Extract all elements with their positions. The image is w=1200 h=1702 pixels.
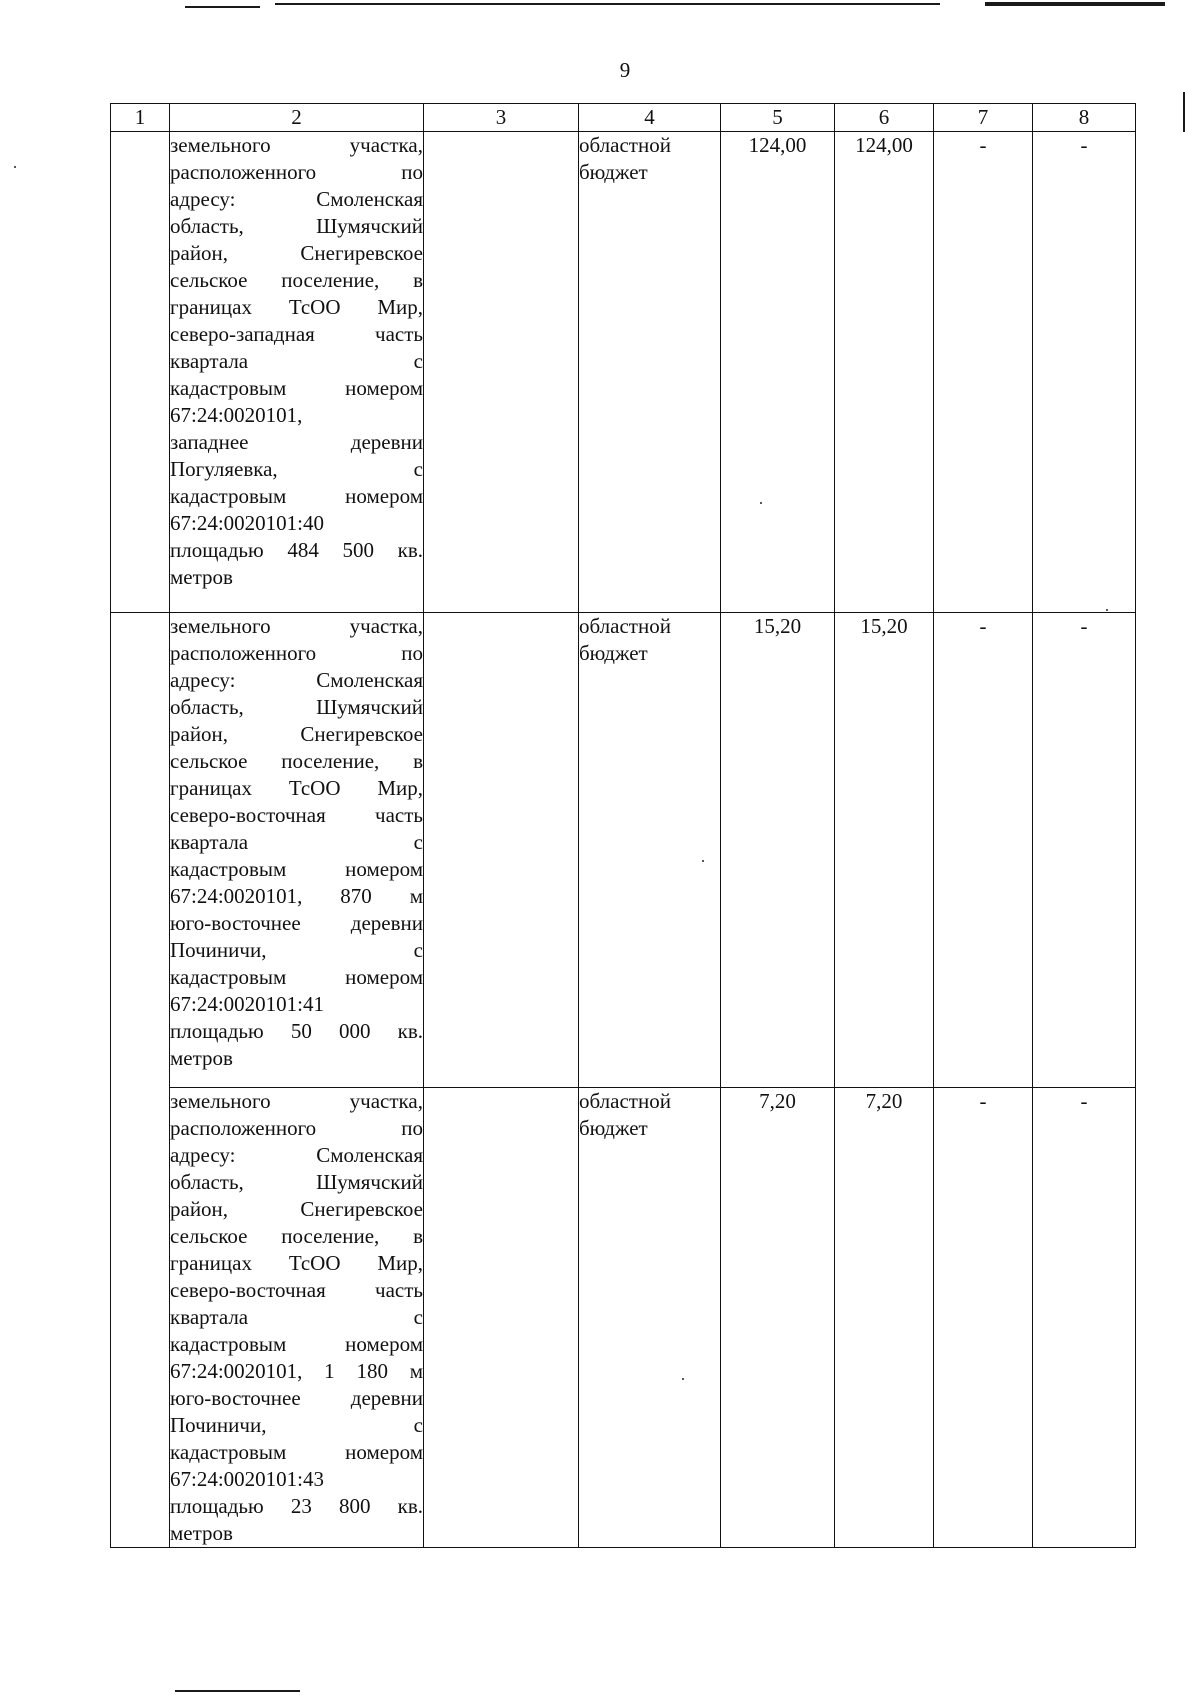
description-line: район, Снегиревское <box>170 722 423 746</box>
cell-description <box>170 132 424 613</box>
table-row <box>111 132 1136 613</box>
table-row <box>111 1088 1136 1548</box>
cell-col7: - <box>934 1088 1033 1548</box>
funding-source-line: областной <box>579 133 671 157</box>
description-line: земельного участка, <box>170 614 423 638</box>
description-line: 67:24:0020101:41 <box>170 992 325 1016</box>
description-line: границах ТсОО Мир, <box>170 1251 423 1275</box>
scan-artifact-top-left <box>185 6 260 8</box>
header-col-1: 1 <box>111 104 170 132</box>
description-line: западнее деревни <box>170 430 423 454</box>
description-line: расположенного по <box>170 160 423 184</box>
header-col-2: 2 <box>170 104 424 132</box>
budget-table <box>110 103 1136 1548</box>
cell-col8: - <box>1033 1088 1136 1548</box>
cell-col6-amount: 124,00 <box>835 132 934 613</box>
header-col-4: 4 <box>579 104 721 132</box>
scan-artifact-top-right <box>985 2 1165 6</box>
description-line: кадастровым номером <box>170 484 423 508</box>
description-line: область, Шумячский <box>170 695 423 719</box>
header-col-5: 5 <box>721 104 835 132</box>
cell-col7: - <box>934 613 1033 1088</box>
description-line: область, Шумячский <box>170 1170 423 1194</box>
cell-col6-amount: 15,20 <box>835 613 934 1088</box>
header-col-3: 3 <box>424 104 579 132</box>
page-number: 9 <box>619 58 631 82</box>
scan-artifact-bottom-left <box>175 1690 300 1692</box>
description-line: юго-восточнее деревни <box>170 911 423 935</box>
description-line: район, Снегиревское <box>170 1197 423 1221</box>
cell-col3 <box>424 132 579 613</box>
cell-col5-amount: 15,20 <box>721 613 835 1088</box>
description-line: земельного участка, <box>170 1089 423 1113</box>
description-line: северо-восточная часть <box>170 803 423 827</box>
cell-description <box>170 613 424 1088</box>
description-line: северо-западная часть <box>170 322 423 346</box>
description-line: метров <box>170 1521 233 1545</box>
funding-source-line: бюджет <box>579 641 648 665</box>
description-line: 67:24:0020101:40 <box>170 511 325 535</box>
funding-source-line: бюджет <box>579 1116 648 1140</box>
description-line: адресу: Смоленская <box>170 668 423 692</box>
description-line: сельское поселение, в <box>170 749 423 773</box>
funding-source-line: областной <box>579 1089 671 1113</box>
scan-artifact-top-mid <box>275 3 940 5</box>
cell-col5-amount: 7,20 <box>721 1088 835 1548</box>
cell-col8: - <box>1033 613 1136 1088</box>
cell-col8: - <box>1033 132 1136 613</box>
cell-index <box>111 132 170 613</box>
description-line: Починичи, с <box>170 1413 423 1437</box>
description-line: площадью 484 500 кв. <box>170 538 423 562</box>
description-line: кадастровым номером <box>170 1440 423 1464</box>
description-line: Починичи, с <box>170 938 423 962</box>
description-line: район, Снегиревское <box>170 241 423 265</box>
description-line: кадастровым номером <box>170 857 423 881</box>
description-line: площадью 23 800 кв. <box>170 1494 423 1518</box>
table-row <box>111 613 1136 1088</box>
cell-description <box>170 1088 424 1548</box>
funding-source-line: областной <box>579 614 671 638</box>
description-line: сельское поселение, в <box>170 1224 423 1248</box>
description-line: границах ТсОО Мир, <box>170 295 423 319</box>
description-line: адресу: Смоленская <box>170 187 423 211</box>
scan-speck <box>14 166 16 168</box>
description-line: квартала с <box>170 830 423 854</box>
description-line: кадастровым номером <box>170 1332 423 1356</box>
cell-col3 <box>424 1088 579 1548</box>
funding-source-line: бюджет <box>579 160 648 184</box>
description-line: земельного участка, <box>170 133 423 157</box>
description-line: 67:24:0020101:43 <box>170 1467 325 1491</box>
cell-col6-amount: 7,20 <box>835 1088 934 1548</box>
cell-index <box>111 613 170 1088</box>
description-line: расположенного по <box>170 1116 423 1140</box>
cell-col3 <box>424 613 579 1088</box>
header-col-8: 8 <box>1033 104 1136 132</box>
description-line: 67:24:0020101, 870 м <box>170 884 423 908</box>
header-col-6: 6 <box>835 104 934 132</box>
description-line: юго-восточнее деревни <box>170 1386 423 1410</box>
cell-index <box>111 1088 170 1548</box>
cell-funding-source <box>579 132 721 613</box>
description-line: квартала с <box>170 349 423 373</box>
description-line: метров <box>170 565 233 589</box>
cell-col7: - <box>934 132 1033 613</box>
description-line: метров <box>170 1046 233 1070</box>
description-line: границах ТсОО Мир, <box>170 776 423 800</box>
cell-funding-source <box>579 1088 721 1548</box>
description-line: квартала с <box>170 1305 423 1329</box>
description-line: площадью 50 000 кв. <box>170 1019 423 1043</box>
description-line: Погуляевка, с <box>170 457 423 481</box>
cell-col5-amount: 124,00 <box>721 132 835 613</box>
description-line: сельское поселение, в <box>170 268 423 292</box>
description-line: кадастровым номером <box>170 376 423 400</box>
description-line: кадастровым номером <box>170 965 423 989</box>
header-col-7: 7 <box>934 104 1033 132</box>
description-line: 67:24:0020101, 1 180 м <box>170 1359 423 1383</box>
description-line: 67:24:0020101, <box>170 403 303 427</box>
description-line: расположенного по <box>170 641 423 665</box>
description-line: адресу: Смоленская <box>170 1143 423 1167</box>
description-line: северо-восточная часть <box>170 1278 423 1302</box>
cell-funding-source <box>579 613 721 1088</box>
table-header-row <box>111 104 1136 132</box>
scan-artifact-right-edge <box>1183 92 1185 132</box>
description-line: область, Шумячский <box>170 214 423 238</box>
